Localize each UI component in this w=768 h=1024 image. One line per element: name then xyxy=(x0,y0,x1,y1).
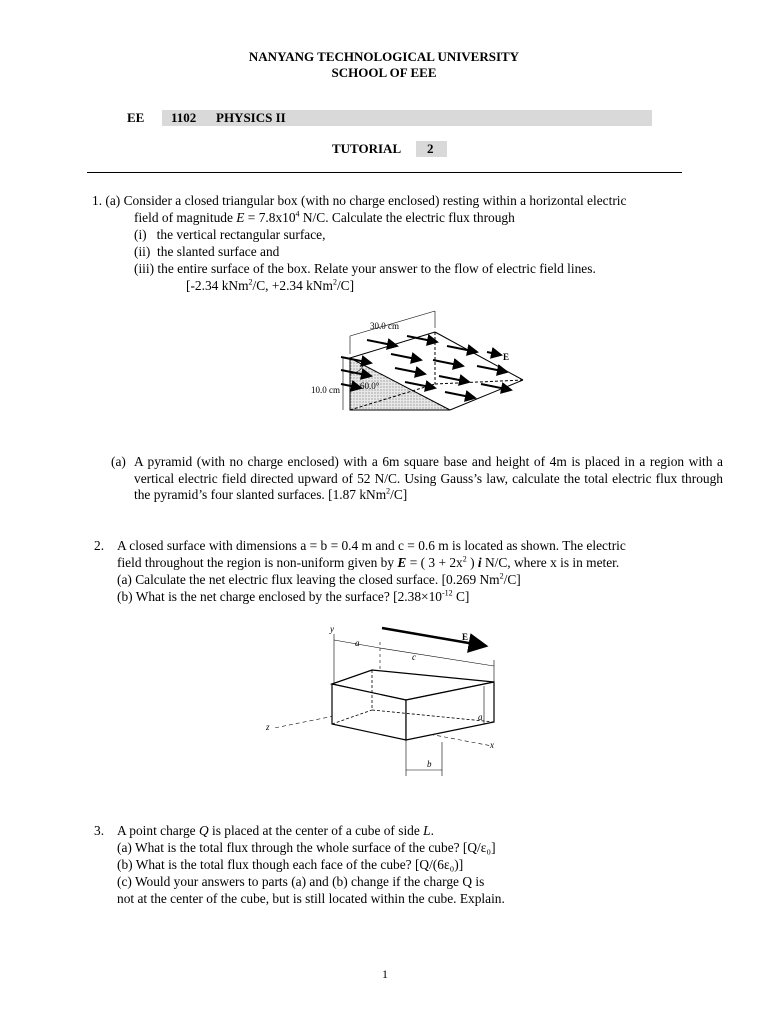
fig2-label-e: E xyxy=(462,632,469,642)
q2-line3: (a) Calculate the net electric flux leaving the closed surface. [0.269 Nm$^2$/C] xyxy=(117,571,521,587)
fig1-label-top: 30.0 cm xyxy=(370,321,399,331)
q3-line1: A point charge Q is placed at the center of a cube of side L. xyxy=(117,823,434,838)
q3-number: 3. xyxy=(94,823,105,838)
q1-item-ii: (ii) the slanted surface and xyxy=(134,244,280,259)
q3-line3: (b) What is the total flux though each face of the cube? [Q/(6ε₀)] xyxy=(117,857,464,872)
q1-intro-line1: 1. (a) Consider a closed triangular box (with no charge enclosed) resting within a horizontal electric xyxy=(92,193,627,208)
fig1-label-side: 10.0 cm xyxy=(311,385,340,395)
q1-answer: [-2.34 kNm$^2$/C, +2.34 kNm$^2$/C] xyxy=(186,277,355,293)
q1-item-iii: (iii) the entire surface of the box. Relate your answer to the flow of electric field lines. xyxy=(134,261,596,276)
course-number: 1102 xyxy=(171,110,197,125)
fig1-label-e: E xyxy=(503,352,510,362)
q3-line5: not at the center of the cube, but is still located within the cube. Explain. xyxy=(117,891,505,906)
fig2-label-c: c xyxy=(412,652,416,662)
fig2-label-x: x xyxy=(490,740,494,750)
university-name: NANYANG TECHNOLOGICAL UNIVERSITY xyxy=(248,49,520,64)
course-name: PHYSICS II xyxy=(216,110,286,125)
triangular-box-figure xyxy=(305,308,530,423)
header-divider xyxy=(87,172,682,173)
q1-partb-text: A pyramid (with no charge enclosed) with a 6m square base and height of 4m is placed in a region with a vertical electric field directed upward of 52 N/C. Using Gauss’s law, calculate the total electric flux through the pyramid’s four slanted surfaces. [1.87 kNm$^2$/C] xyxy=(134,454,723,503)
tutorial-label: TUTORIAL xyxy=(332,141,402,156)
tutorial-number: 2 xyxy=(416,141,447,157)
q3-line4: (c) Would your answers to parts (a) and (b) change if the charge Q is xyxy=(117,874,485,889)
fig2-label-a-top: a xyxy=(355,638,360,648)
fig2-label-a-side: a xyxy=(478,712,483,722)
q2-line1: A closed surface with dimensions a = b = 0.4 m and c = 0.6 m is located as shown. The electric xyxy=(117,538,626,553)
q3-line2: (a) What is the total flux through the whole surface of the cube? [Q/ε₀] xyxy=(117,840,496,855)
school-name: SCHOOL OF EEE xyxy=(331,65,437,80)
q1-item-i: (i) the vertical rectangular surface, xyxy=(134,227,326,242)
fig2-label-z: z xyxy=(266,722,270,732)
fig2-label-b: b xyxy=(427,759,432,769)
fig2-label-y: y xyxy=(330,624,334,634)
q2-number: 2. xyxy=(94,538,105,553)
q1-intro-line2: field of magnitude $E = 7.8x10^4$ N/C. Calculate the electric flux through xyxy=(134,209,515,225)
fig1-label-angle: 60.0° xyxy=(360,381,380,391)
q2-line2: field throughout the region is non-uniform given by E = ( $3 + 2x^2$ ) i N/C, where x is in meter. xyxy=(117,554,620,570)
course-prefix: EE xyxy=(127,110,145,125)
q2-line4: (b) What is the net charge enclosed by the surface? [$2.38\times 10^{-12}$ C] xyxy=(117,588,470,604)
closed-box-figure xyxy=(262,620,502,780)
page-number: 1 xyxy=(382,967,388,981)
q1-partb-label: (a) xyxy=(111,454,126,469)
